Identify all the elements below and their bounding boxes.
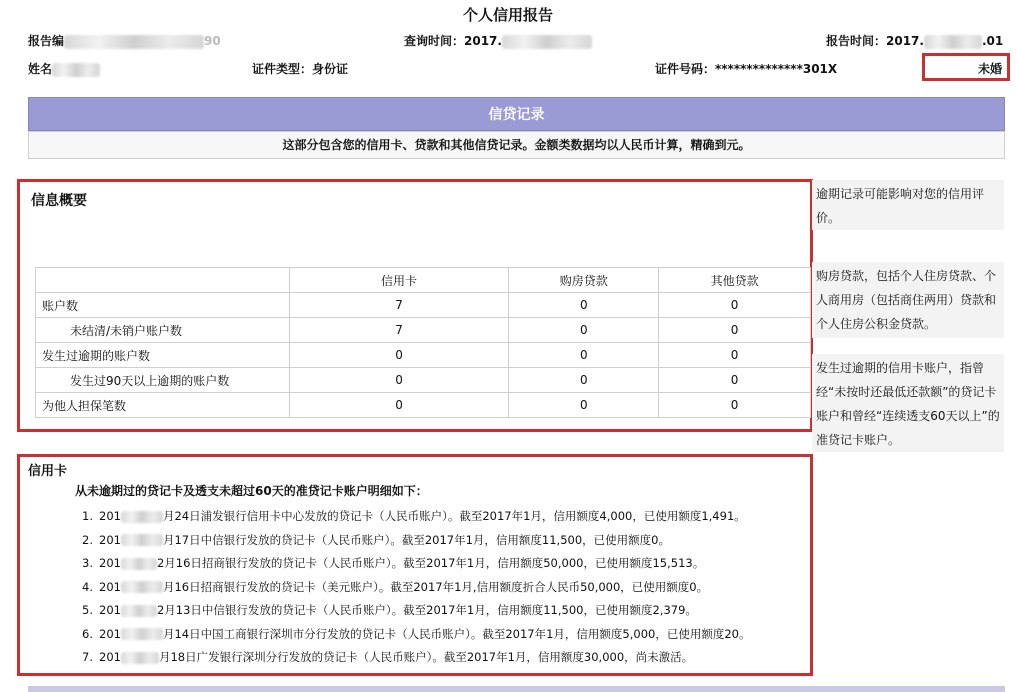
- item-date-prefix: 201: [99, 603, 121, 617]
- section-subtitle: 这部分包含您的信用卡、贷款和其他信贷记录。金额类数据均以人民币计算，精确到元。: [28, 131, 1005, 159]
- table-cell: 0: [289, 393, 509, 418]
- table-row: [36, 393, 811, 418]
- name-field: [28, 60, 100, 77]
- report-number: [28, 32, 221, 49]
- item-date-prefix: 201: [99, 650, 121, 664]
- redacted-block: [121, 581, 163, 593]
- table-cell: 0: [659, 393, 811, 418]
- table-header-row: [36, 268, 811, 293]
- item-text: 2月13日中信银行发放的贷记卡（人民币账户）。截至2017年1月，信用额度11,500，已使用额度2,379。: [156, 603, 697, 617]
- table-cell: 0: [659, 318, 811, 343]
- item-text: 月16日招商银行发放的贷记卡（美元账户）。截至2017年1月,信用额度折合人民币50,000，已使用额度0。: [162, 579, 709, 594]
- item-text: 月24日浦发银行信用卡中心发放的贷记卡（人民币账户）。截至2017年1月，信用额度4,000，已使用额度1,491。: [162, 509, 746, 523]
- overview-title: 信息概要: [31, 193, 87, 209]
- item-date-prefix: 201: [99, 509, 121, 523]
- item-date-prefix: 201: [99, 556, 121, 570]
- list-item: [75, 599, 750, 623]
- table-row: [36, 318, 811, 343]
- row-label: 发生过逾期的账户数: [36, 343, 290, 368]
- item-number: 1.: [82, 509, 93, 523]
- row-label: 账户数: [36, 293, 290, 318]
- table-cell: 0: [659, 368, 811, 393]
- marital-status: 未婚: [977, 62, 1002, 76]
- credit-card-list: [75, 505, 750, 670]
- list-item: [75, 529, 750, 553]
- table-cell: 0: [289, 368, 509, 393]
- item-number: 6.: [82, 626, 93, 641]
- item-number: 2.: [82, 532, 93, 547]
- redacted-block: [121, 652, 159, 664]
- table-cell: 0: [509, 293, 659, 318]
- table-cell: 0: [289, 343, 509, 368]
- table-row: [36, 343, 811, 368]
- name-label: 姓名: [28, 62, 53, 76]
- table-cell: 0: [509, 318, 659, 343]
- list-item: [75, 552, 750, 576]
- redacted-block: [121, 558, 157, 570]
- item-text: 月17日中信银行发放的贷记卡（人民币账户）。截至2017年1月，信用额度11,500，已使用额度0。: [162, 532, 670, 547]
- redacted-block: [121, 511, 163, 523]
- table-cell: 7: [289, 293, 509, 318]
- row-label: 未结清/未销户账户数: [36, 318, 290, 343]
- redacted-block: [121, 534, 163, 546]
- overview-box: [17, 179, 813, 432]
- id-number: 证件号码：**************301X: [655, 62, 838, 76]
- report-number-label: 报告编: [28, 34, 65, 48]
- bottom-divider: [28, 686, 1005, 692]
- item-text: 2月16日招商银行发放的贷记卡（人民币账户）。截至2017年1月，信用额度50,000，已使用额度15,513。: [156, 556, 705, 570]
- table-cell: 7: [289, 318, 509, 343]
- table-cell: 0: [509, 393, 659, 418]
- row-label: 为他人担保笔数: [36, 393, 290, 418]
- table-cell: 0: [659, 343, 811, 368]
- redacted-block: [52, 63, 100, 77]
- report-time-label: 报告时间：2017.: [826, 34, 924, 48]
- credit-card-intro: 从未逾期过的贷记卡及透支未超过60天的准贷记卡账户明细如下：: [75, 484, 428, 498]
- overview-table: [35, 267, 811, 418]
- list-item: [75, 505, 750, 529]
- table-row: [36, 293, 811, 318]
- credit-card-box: [17, 454, 813, 676]
- marital-status-highlight: [922, 53, 1010, 81]
- sidenote-overdue-card: 发生过逾期的信用卡账户，指曾经“未按时还最低还款额”的贷记卡账户和曾经“连续透支60天以上”的准贷记卡账户。: [812, 354, 1004, 452]
- table-header-cell: 购房贷款: [509, 268, 659, 293]
- list-item: [75, 646, 750, 670]
- item-date-prefix: 201: [99, 626, 121, 641]
- report-time-tail: .01: [981, 34, 1004, 48]
- redacted-block: [64, 35, 204, 49]
- table-cell: 0: [659, 293, 811, 318]
- row-label: 发生过90天以上逾期的账户数: [36, 368, 290, 393]
- redacted-block: [924, 35, 982, 49]
- table-header-cell: [36, 268, 290, 293]
- report-number-tail: 90: [204, 34, 221, 48]
- table-cell: 0: [509, 368, 659, 393]
- redacted-block: [502, 35, 592, 49]
- item-text: 月14日中国工商银行深圳市分行发放的贷记卡（人民币账户）。截至2017年1月，信用额度5,000，已使用额度20。: [162, 626, 751, 641]
- sidenote-mortgage: 购房贷款，包括个人住房贷款、个人商用房（包括商住两用）贷款和个人住房公积金贷款。: [812, 262, 1004, 338]
- redacted-block: [121, 605, 157, 617]
- list-item: [75, 623, 750, 647]
- table-row: [36, 368, 811, 393]
- credit-card-title: 信用卡: [28, 464, 68, 479]
- list-item: [75, 576, 750, 600]
- item-date-prefix: 201: [99, 579, 121, 594]
- query-time-label: 查询时间：2017.: [404, 34, 502, 48]
- table-header-cell: 信用卡: [289, 268, 509, 293]
- item-date-prefix: 201: [99, 532, 121, 547]
- section-banner: 信贷记录: [28, 97, 1005, 131]
- item-number: 3.: [82, 556, 93, 570]
- query-time: [404, 32, 592, 49]
- item-number: 7.: [82, 650, 93, 664]
- item-number: 5.: [82, 603, 93, 617]
- redacted-block: [121, 628, 163, 640]
- table-cell: 0: [509, 343, 659, 368]
- item-text: 月18日广发银行深圳分行发放的贷记卡（人民币账户）。截至2017年1月，信用额度30,000，尚未激活。: [158, 650, 694, 664]
- id-type: 证件类型：身份证: [252, 62, 349, 76]
- sidenote-overdue: 逾期记录可能影响对您的信用评价。: [812, 180, 1004, 230]
- report-time: [826, 32, 1003, 49]
- table-header-cell: 其他贷款: [659, 268, 811, 293]
- report-title: 个人信用报告: [462, 6, 553, 24]
- item-number: 4.: [82, 579, 93, 594]
